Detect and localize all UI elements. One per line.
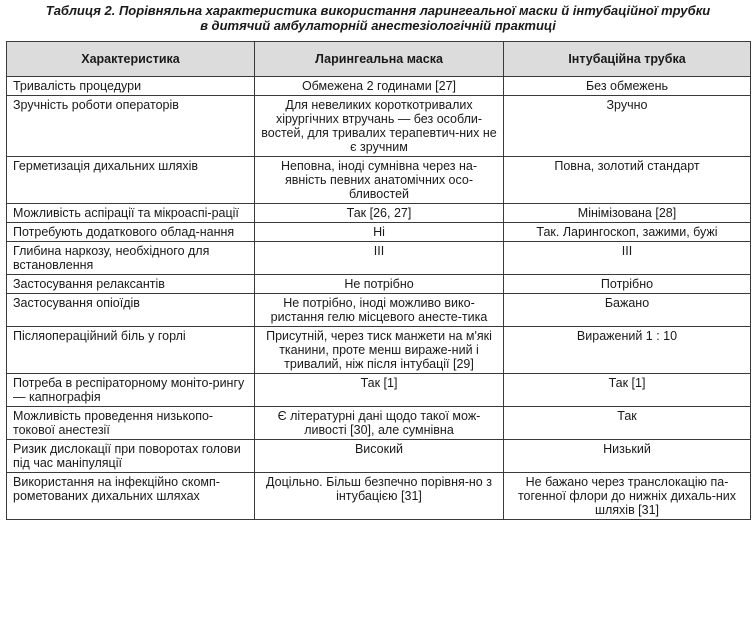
table-caption (6, 3, 750, 33)
comparison-table (6, 41, 751, 520)
cell-characteristic: Використання на інфекційно скомп-рометованих дихальних шляхах (7, 473, 255, 520)
table-caption-line-1: Таблиця 2. Порівняльна характеристика використання ларингеальної маски й інтубаційної трубки (45, 3, 711, 18)
table-row (7, 294, 751, 327)
cell-intubation-tube: Потрібно (504, 275, 751, 294)
table-row (7, 275, 751, 294)
cell-intubation-tube: ІІІ (504, 242, 751, 275)
cell-laryngeal-mask: Високий (255, 440, 504, 473)
cell-intubation-tube: Низький (504, 440, 751, 473)
cell-laryngeal-mask: Доцільно. Більш безпечно порівня-но з інтубацією [31] (255, 473, 504, 520)
cell-characteristic: Можливість проведення низькопо-токової анестезії (7, 407, 255, 440)
cell-characteristic: Зручність роботи операторів (7, 96, 255, 157)
table-row (7, 440, 751, 473)
cell-intubation-tube: Так [1] (504, 374, 751, 407)
cell-laryngeal-mask: Не потрібно, іноді можливо вико-ристання гелю місцевого анесте-тика (255, 294, 504, 327)
cell-laryngeal-mask: Ні (255, 223, 504, 242)
table-row (7, 77, 751, 96)
table-header-row (7, 42, 751, 77)
header-intubation-tube: Інтубаційна трубка (504, 42, 751, 77)
table-row (7, 157, 751, 204)
cell-characteristic: Ризик дислокації при поворотах голови під час маніпуляції (7, 440, 255, 473)
cell-characteristic: Застосування релаксантів (7, 275, 255, 294)
table-row (7, 204, 751, 223)
cell-characteristic: Глибина наркозу, необхідного для встановлення (7, 242, 255, 275)
cell-laryngeal-mask: Не потрібно (255, 275, 504, 294)
cell-intubation-tube: Повна, золотий стандарт (504, 157, 751, 204)
table-row (7, 374, 751, 407)
table-row (7, 242, 751, 275)
table-body (7, 77, 751, 520)
cell-laryngeal-mask: Неповна, іноді сумнівна через на-явність певних анатомічних осо-бливостей (255, 157, 504, 204)
cell-laryngeal-mask: Так [26, 27] (255, 204, 504, 223)
cell-laryngeal-mask: Обмежена 2 годинами [27] (255, 77, 504, 96)
cell-characteristic: Тривалість процедури (7, 77, 255, 96)
cell-intubation-tube: Так. Ларингоскоп, зажими, бужі (504, 223, 751, 242)
cell-characteristic: Потребують додаткового облад-нання (7, 223, 255, 242)
cell-characteristic: Післяопераційний біль у горлі (7, 327, 255, 374)
header-laryngeal-mask: Ларингеальна маска (255, 42, 504, 77)
cell-laryngeal-mask: Є літературні дані щодо такої мож-ливості [30], але сумнівна (255, 407, 504, 440)
cell-laryngeal-mask: Для невеликих короткотривалих хірургічних втручань — без особли-востей, для тривалих терапевтич-них не є зручним (255, 96, 504, 157)
cell-characteristic: Можливість аспірації та мікроаспі-рації (7, 204, 255, 223)
table-caption-line-2: в дитячий амбулаторній анестезіологічній практиці (200, 18, 556, 33)
cell-characteristic: Потреба в респіраторному моніто-рингу — капнографія (7, 374, 255, 407)
header-characteristic: Характеристика (7, 42, 255, 77)
cell-intubation-tube: Виражений 1 : 10 (504, 327, 751, 374)
table-row (7, 223, 751, 242)
table-row (7, 96, 751, 157)
cell-characteristic: Застосування опіоїдів (7, 294, 255, 327)
cell-intubation-tube: Не бажано через транслокацію па-тогенної флори до нижніх дихаль-них шляхів [31] (504, 473, 751, 520)
cell-intubation-tube: Бажано (504, 294, 751, 327)
cell-characteristic: Герметизація дихальних шляхів (7, 157, 255, 204)
cell-laryngeal-mask: ІІІ (255, 242, 504, 275)
table-row (7, 407, 751, 440)
cell-laryngeal-mask: Так [1] (255, 374, 504, 407)
cell-intubation-tube: Без обмежень (504, 77, 751, 96)
cell-intubation-tube: Так (504, 407, 751, 440)
table-row (7, 327, 751, 374)
cell-intubation-tube: Мінімізована [28] (504, 204, 751, 223)
cell-laryngeal-mask: Присутній, через тиск манжети на м'які тканини, проте менш вираже-ний і тривалий, ніж після інтубації [29] (255, 327, 504, 374)
cell-intubation-tube: Зручно (504, 96, 751, 157)
table-row (7, 473, 751, 520)
